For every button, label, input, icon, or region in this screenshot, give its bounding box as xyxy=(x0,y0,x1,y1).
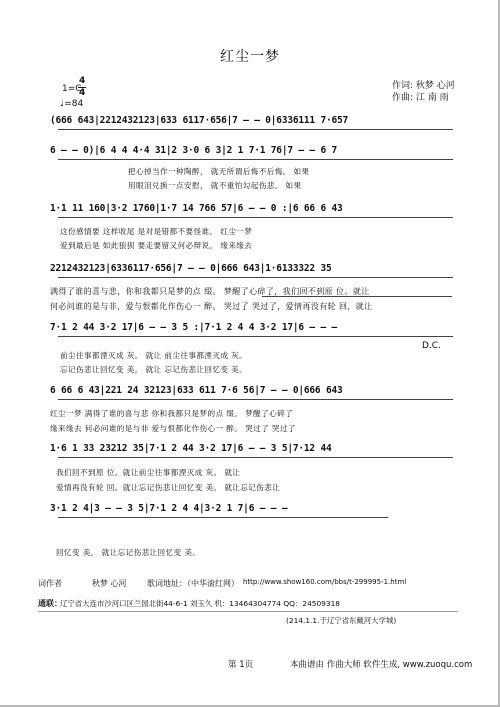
key-signature: 1=C xyxy=(62,84,82,94)
dc-marking: D.C. xyxy=(422,341,441,351)
meter-divider xyxy=(78,87,86,88)
underline-beam xyxy=(58,336,453,337)
meter-bottom: 4 xyxy=(79,88,86,98)
row-2-lyric-2: 用眼泪兑换一点安慰， 就不重怕勾起伤悲。 如果 xyxy=(128,181,302,190)
meter-top: 4 xyxy=(79,76,86,86)
score-row-6-notes: 6 66 6 43|221 24 32123|633 611 7·6 56|7 — — 0|666 643 xyxy=(50,385,343,396)
row-3-lyric-1: 这份感情要 这样收尾 是对是错都不要怪谁。 红尘一梦 xyxy=(60,227,253,236)
underline-beam xyxy=(58,277,453,278)
underline-beam xyxy=(58,217,453,218)
row-8-lyric-1: 回忆变 美， 就让忘记伤悲让回忆变 美。 xyxy=(56,548,201,557)
page-number: 第 1页 xyxy=(228,660,254,670)
score-title: 红尘一梦 xyxy=(220,49,280,65)
score-row-3-notes: 1·1 11 160|3·2 1760|1·7 14 766 57|6 — — 0 :|6 66 6 43 xyxy=(50,203,343,214)
row-6-lyric-1: 红尘一梦 满得了谁的喜与悲 你和我都只是梦的点 缀。 梦醒了心碎了 xyxy=(50,409,294,418)
composer-credit: 作曲: 江 南 雨 xyxy=(392,93,449,103)
lyricist-credit: 作词: 秋梦 心河 xyxy=(392,81,455,91)
underline-beam xyxy=(58,159,453,160)
row-4-lyric-2: 何必问谁的是与非，爱与恨都化作伤心一 醉。 哭过了 哭过了，爱情再没有轮 回，就让 xyxy=(50,302,373,311)
underline-beam xyxy=(58,399,453,400)
row-4-lyric-1: 满得了谁的喜与悲，你和我都只是梦的点 缀。 梦醒了心碎了，我们回不到原 位。就让 xyxy=(50,287,370,296)
footer-credit-label: 词作者 xyxy=(38,579,62,588)
underline-beam xyxy=(58,129,453,130)
volta-bracket-line xyxy=(262,296,452,297)
row-2-lyric-1: 把心掉当作一种陶醉， 就无所谓后悔不后悔。 如果 xyxy=(128,167,310,176)
footer-contact-label: 通联： xyxy=(38,599,62,608)
score-row-2-notes: 6 — — 0)|6 4 4 4·4 31|2 3·0 6 3|2 1 7·1 76|7 — — 6 7 xyxy=(50,145,338,156)
score-row-5-notes: 7·1 2 44 3·2 17|6 — — 3 5 :|7·1 2 4 4 3·2 17|6 — — — xyxy=(50,322,338,333)
score-row-8-notes: 3·1 2 4|3 — — 3 5|7·1 2 4 4|3·2 1 7|6 — — — xyxy=(50,503,288,514)
row-7-lyric-1: 我们回不到原 位。就让前尘往事都湮灭成 灰。 就让 xyxy=(56,468,241,477)
row-6-lyric-2: 缘来缘去 何必问谁的是与非 爱与恨都化作伤心一 醉。 哭过了 哭过了 xyxy=(50,424,296,433)
score-row-4-notes: 2212432123|6336117·656|7 — — 0|666 643|1·6133322 35 xyxy=(50,263,332,274)
row-7-lyric-2: 爱情再没有轮 回。就让忘记伤悲让回忆变 美。 就让忘记伤悲让 xyxy=(56,483,281,492)
score-row-1-notes: (666 643|2212432123|633 6117·656|7 — — 0|6336111 7·657 xyxy=(50,115,349,126)
underline-beam xyxy=(58,517,388,518)
footer-divider xyxy=(38,611,458,612)
footer-contact: 辽宁省大连市沙河口区兰园北街44-6-1 刘玉久 机：13464304774 QQ：24509318 xyxy=(60,599,340,608)
generator-note: 本曲谱由 作曲大师 软件生成, www.zuoqu.com xyxy=(290,660,473,670)
underline-beam xyxy=(58,457,453,458)
row-3-lyric-2: 爱到最后是 如此狼狈 要走要留又何必辩说。 缘来缘去 xyxy=(60,241,253,250)
footer-date: (214.1.1.于辽宁省东戴河大学城) xyxy=(286,616,397,625)
row-5-lyric-2: 忘记伤悲让回忆变 美， 就让 忘记伤悲让回忆变 美。 xyxy=(60,365,248,374)
footer-url[interactable]: http://www.show160.com/bbs/t-299995-1.html xyxy=(243,578,407,586)
footer-address-label: 歌词地址：（中华滚红网） xyxy=(147,579,239,588)
footer-credit-names: 秋梦 心河 xyxy=(92,579,127,588)
row-5-lyric-1: 前尘往事都湮灭成 灰。 就让 前尘往事都湮灭成 灰。 xyxy=(60,351,248,360)
score-row-7-notes: 1·6 1 33 23212 35|7·1 2 44 3·2 17|6 — — 3 5|7·12 44 xyxy=(50,443,332,454)
tempo-marking: ♩=84 xyxy=(60,99,84,109)
